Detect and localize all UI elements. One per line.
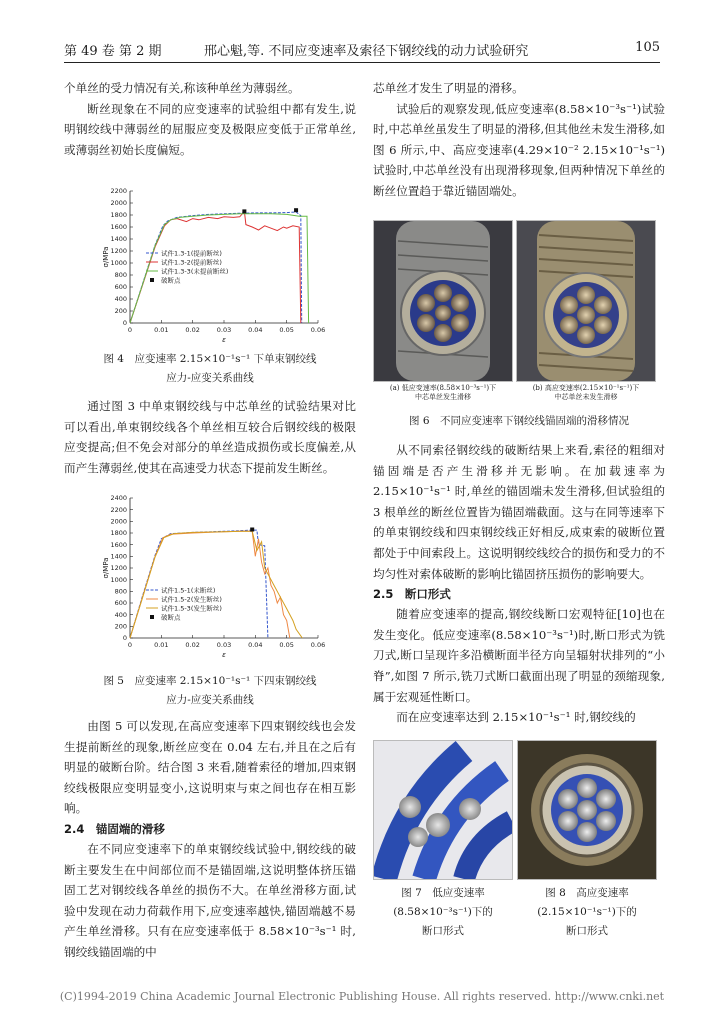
figure-5-chart (90, 492, 330, 660)
legend-entry: 试件1.5-2(发生断丝) (161, 595, 222, 604)
y-tick-label: 800 (114, 587, 127, 596)
y-tick-label: 200 (114, 307, 127, 316)
x-tick-label: 0 (127, 641, 133, 649)
y-tick-label: 1600 (110, 540, 127, 549)
figure-4-chart (90, 185, 330, 345)
y-axis-label: σ/MPa (102, 557, 110, 579)
paragraph: 而在应变速率达到 2.15×10⁻¹s⁻¹ 时,钢绞线的 (396, 710, 636, 725)
left-column-bottom (64, 716, 356, 963)
break-point-marker (242, 209, 246, 213)
copyright-footer: (C)1994-2019 China Academic Journal Electronic Publishing House. All rights reserved. http://www.cnki.net (59, 990, 665, 1003)
y-tick-label: 400 (114, 610, 127, 619)
x-tick-label: 0 (127, 326, 133, 334)
subcaption-line: (a) 低应变速率(8.58×10⁻³s⁻¹)下 (389, 384, 497, 392)
figure-7-caption (373, 884, 513, 941)
y-axis-label: σ/MPa (102, 246, 110, 268)
figure-6b-photo (516, 220, 656, 382)
y-tick-label: 1400 (110, 552, 127, 561)
x-tick-label: 0.01 (154, 641, 169, 649)
legend-entry: 破断点 (161, 276, 181, 285)
paragraph: 在不同应变速率下的单束钢绞线试验中,钢绞线的破断主要发生在中间部位而不是锚固端,这说明整体挤压锚固工艺对钢绞线各单丝的损伤不大。在单丝滑移方面,试验中发现在动力荷载作用下,应变速率越快,锚固端越不易产生单丝滑移。只有在应变速率低于 8.58×10⁻³s⁻¹ 时,钢绞线锚固端的中 (64, 841, 356, 959)
left-column-middle (64, 396, 356, 478)
section-heading-2-4: 2.4 锚固端的滑移 (64, 821, 165, 836)
x-axis-label: ε (222, 336, 226, 344)
figure-4-caption (64, 350, 356, 388)
right-column-middle (373, 440, 665, 728)
x-tick-label: 0.02 (185, 641, 200, 649)
caption-line: 断口形式 (422, 925, 464, 937)
paragraph: 芯单丝才发生了明显的滑移。 (373, 81, 524, 95)
figure-6b-subcaption (516, 384, 656, 402)
break-point-marker (294, 208, 298, 212)
subcaption-line: (b) 高应变速率(2.15×10⁻¹s⁻¹)下 (532, 384, 640, 392)
series-line (130, 530, 268, 638)
running-header (64, 40, 660, 63)
y-tick-label: 1200 (110, 564, 127, 573)
caption-line: (2.15×10⁻¹s⁻¹)下的 (537, 906, 637, 918)
x-tick-label: 0.02 (185, 326, 200, 334)
caption-line: 应力-应变关系曲线 (166, 372, 254, 384)
y-tick-label: 1000 (110, 575, 127, 584)
x-tick-label: 0.01 (154, 326, 169, 334)
y-tick-label: 2000 (110, 517, 127, 526)
legend-entry: 试件1.5-3(发生断丝) (161, 604, 222, 613)
page-number: 105 (635, 40, 660, 55)
y-tick-label: 800 (114, 271, 127, 280)
y-tick-label: 0 (122, 634, 127, 643)
figure-6a-subcaption (373, 384, 513, 402)
y-tick-label: 0 (122, 319, 127, 328)
y-tick-label: 2200 (110, 187, 127, 196)
figure-7-photo (373, 740, 513, 880)
right-column-top (373, 78, 665, 202)
legend-entry: 试件1.5-1(未断丝) (161, 586, 216, 595)
figure-6a-photo (373, 220, 513, 382)
subcaption-line: 中芯单丝发生滑移 (415, 393, 471, 401)
y-tick-label: 400 (114, 295, 127, 304)
legend-swatch (150, 615, 154, 619)
y-tick-label: 2000 (110, 199, 127, 208)
figure-8-caption (517, 884, 657, 941)
x-tick-label: 0.05 (279, 641, 294, 649)
series-line (130, 531, 290, 638)
left-column-top (64, 78, 356, 160)
legend-entry: 破断点 (161, 613, 181, 622)
caption-line: 图 5 应变速率 2.15×10⁻¹s⁻¹ 下四束钢绞线 (103, 675, 317, 687)
legend-entry: 试件1.3-1(提前断丝) (161, 249, 222, 258)
caption-line: 断口形式 (566, 925, 608, 937)
caption-line: 图 4 应变速率 2.15×10⁻¹s⁻¹ 下单束钢绞线 (103, 353, 317, 365)
paragraph: 断丝现象在不同的应变速率的试验组中都有发生,说明钢绞线中薄弱丝的屈服应变及极限应变低于正常单丝,或薄弱丝初始长度偏短。 (64, 101, 356, 157)
y-tick-label: 1600 (110, 223, 127, 232)
x-tick-label: 0.03 (216, 326, 232, 334)
x-tick-label: 0.04 (248, 641, 263, 649)
caption-line: (8.58×10⁻³s⁻¹)下的 (393, 906, 493, 918)
y-tick-label: 1000 (110, 259, 127, 268)
legend-swatch (150, 278, 154, 282)
y-tick-label: 600 (114, 283, 127, 292)
article-running-title: 邢心魁,等. 不同应变速率及索径下钢绞线的动力试验研究 (204, 44, 529, 59)
x-axis-label: ε (222, 651, 226, 659)
figure-6-caption: 图 6 不同应变速率下钢绞线锚固端的滑移情况 (408, 415, 630, 427)
x-tick-label: 0.06 (310, 641, 326, 649)
legend-entry: 试件1.3-2(提前断丝) (161, 258, 222, 267)
y-tick-label: 1800 (110, 211, 127, 220)
figure-4-plot (102, 187, 325, 344)
paragraph: 从不同索径钢绞线的破断结果上来看,索径的粗细对锚固端是否产生滑移并无影响。在加载速率为 2.15×10⁻¹s⁻¹ 时,单丝的锚固端未发生滑移,但试验组的 3 根单丝的断丝位置皆为锚固端截面。这与在同等速率下的单束钢绞线和四束钢绞线正好相反,成束索的破断位置都处于中间索段上。这说明钢绞线绞合的损伤和受力的不均匀性对索体破断的影响比锚固挤压损伤的影响要大。 (373, 443, 665, 581)
journal-volume: 第 49 卷 第 2 期 (64, 44, 162, 59)
break-point-marker (250, 528, 254, 532)
paragraph: 随着应变速率的提高,钢绞线断口宏观特征[10]也在发生变化。低应变速率(8.58×10⁻³s⁻¹)时,断口形式为铣刀式,断口呈现许多沿横断面半径方向呈辐射状排列的“小脊”,如图 7 所示,铣刀式断口截面出现了明显的颈缩现象,属于宏观延性断口。 (373, 607, 665, 704)
y-tick-label: 1800 (110, 529, 127, 538)
y-tick-label: 600 (114, 599, 127, 608)
y-tick-label: 2400 (110, 494, 127, 503)
paragraph: 个单丝的受力情况有关,称该种单丝为薄弱丝。 (64, 81, 300, 95)
caption-line: 应力-应变关系曲线 (166, 694, 254, 706)
y-tick-label: 2200 (110, 505, 127, 514)
paragraph: 试验后的观察发现,低应变速率(8.58×10⁻³s⁻¹)试验时,中芯单丝虽发生了明显的滑移,但其他丝未发生滑移,如图 6 所示,中、高应变速率(4.29×10⁻² 2.15×10⁻¹s⁻¹)试验时,中芯单丝没有出现滑移现象,但两种情况下单丝的断丝位置趋于靠近锚固端处。 (373, 101, 665, 198)
y-tick-label: 200 (114, 622, 127, 631)
caption-line: 图 8 高应变速率 (545, 887, 629, 899)
x-tick-label: 0.04 (248, 326, 263, 334)
section-heading-2-5: 2.5 断口形式 (373, 587, 451, 602)
subcaption-line: 中芯单丝未发生滑移 (554, 393, 618, 401)
y-tick-label: 1200 (110, 247, 127, 256)
x-tick-label: 0.05 (279, 326, 294, 334)
x-tick-label: 0.03 (216, 641, 232, 649)
figure-5-plot (102, 494, 325, 659)
legend-entry: 试件1.3-3(未提前断丝) (161, 267, 229, 276)
caption-line: 图 7 低应变速率 (401, 887, 485, 899)
series-line (130, 531, 302, 638)
paragraph: 通过图 3 中单束钢绞线与中芯单丝的试验结果对比可以看出,单束钢绞线各个单丝相互较合后钢绞线的极限应变提高;但不免会对部分的单丝造成损伤或长度偏差,从而产生薄弱丝,使其在高速受力状态下提前发生断丝。 (64, 399, 356, 475)
figure-8-photo (517, 740, 657, 880)
figure-5-caption (64, 672, 356, 710)
x-tick-label: 0.06 (310, 326, 326, 334)
paragraph: 由图 5 可以发现,在高应变速率下四束钢绞线也会发生提前断丝的现象,断丝应变在 0.04 左右,并且在之后有明显的破断台阶。结合图 3 来看,随着索径的增加,四束钢绞线极限应变明显变小,这说明束与束之间也存在相互影响。 (64, 719, 356, 816)
y-tick-label: 1400 (110, 235, 127, 244)
